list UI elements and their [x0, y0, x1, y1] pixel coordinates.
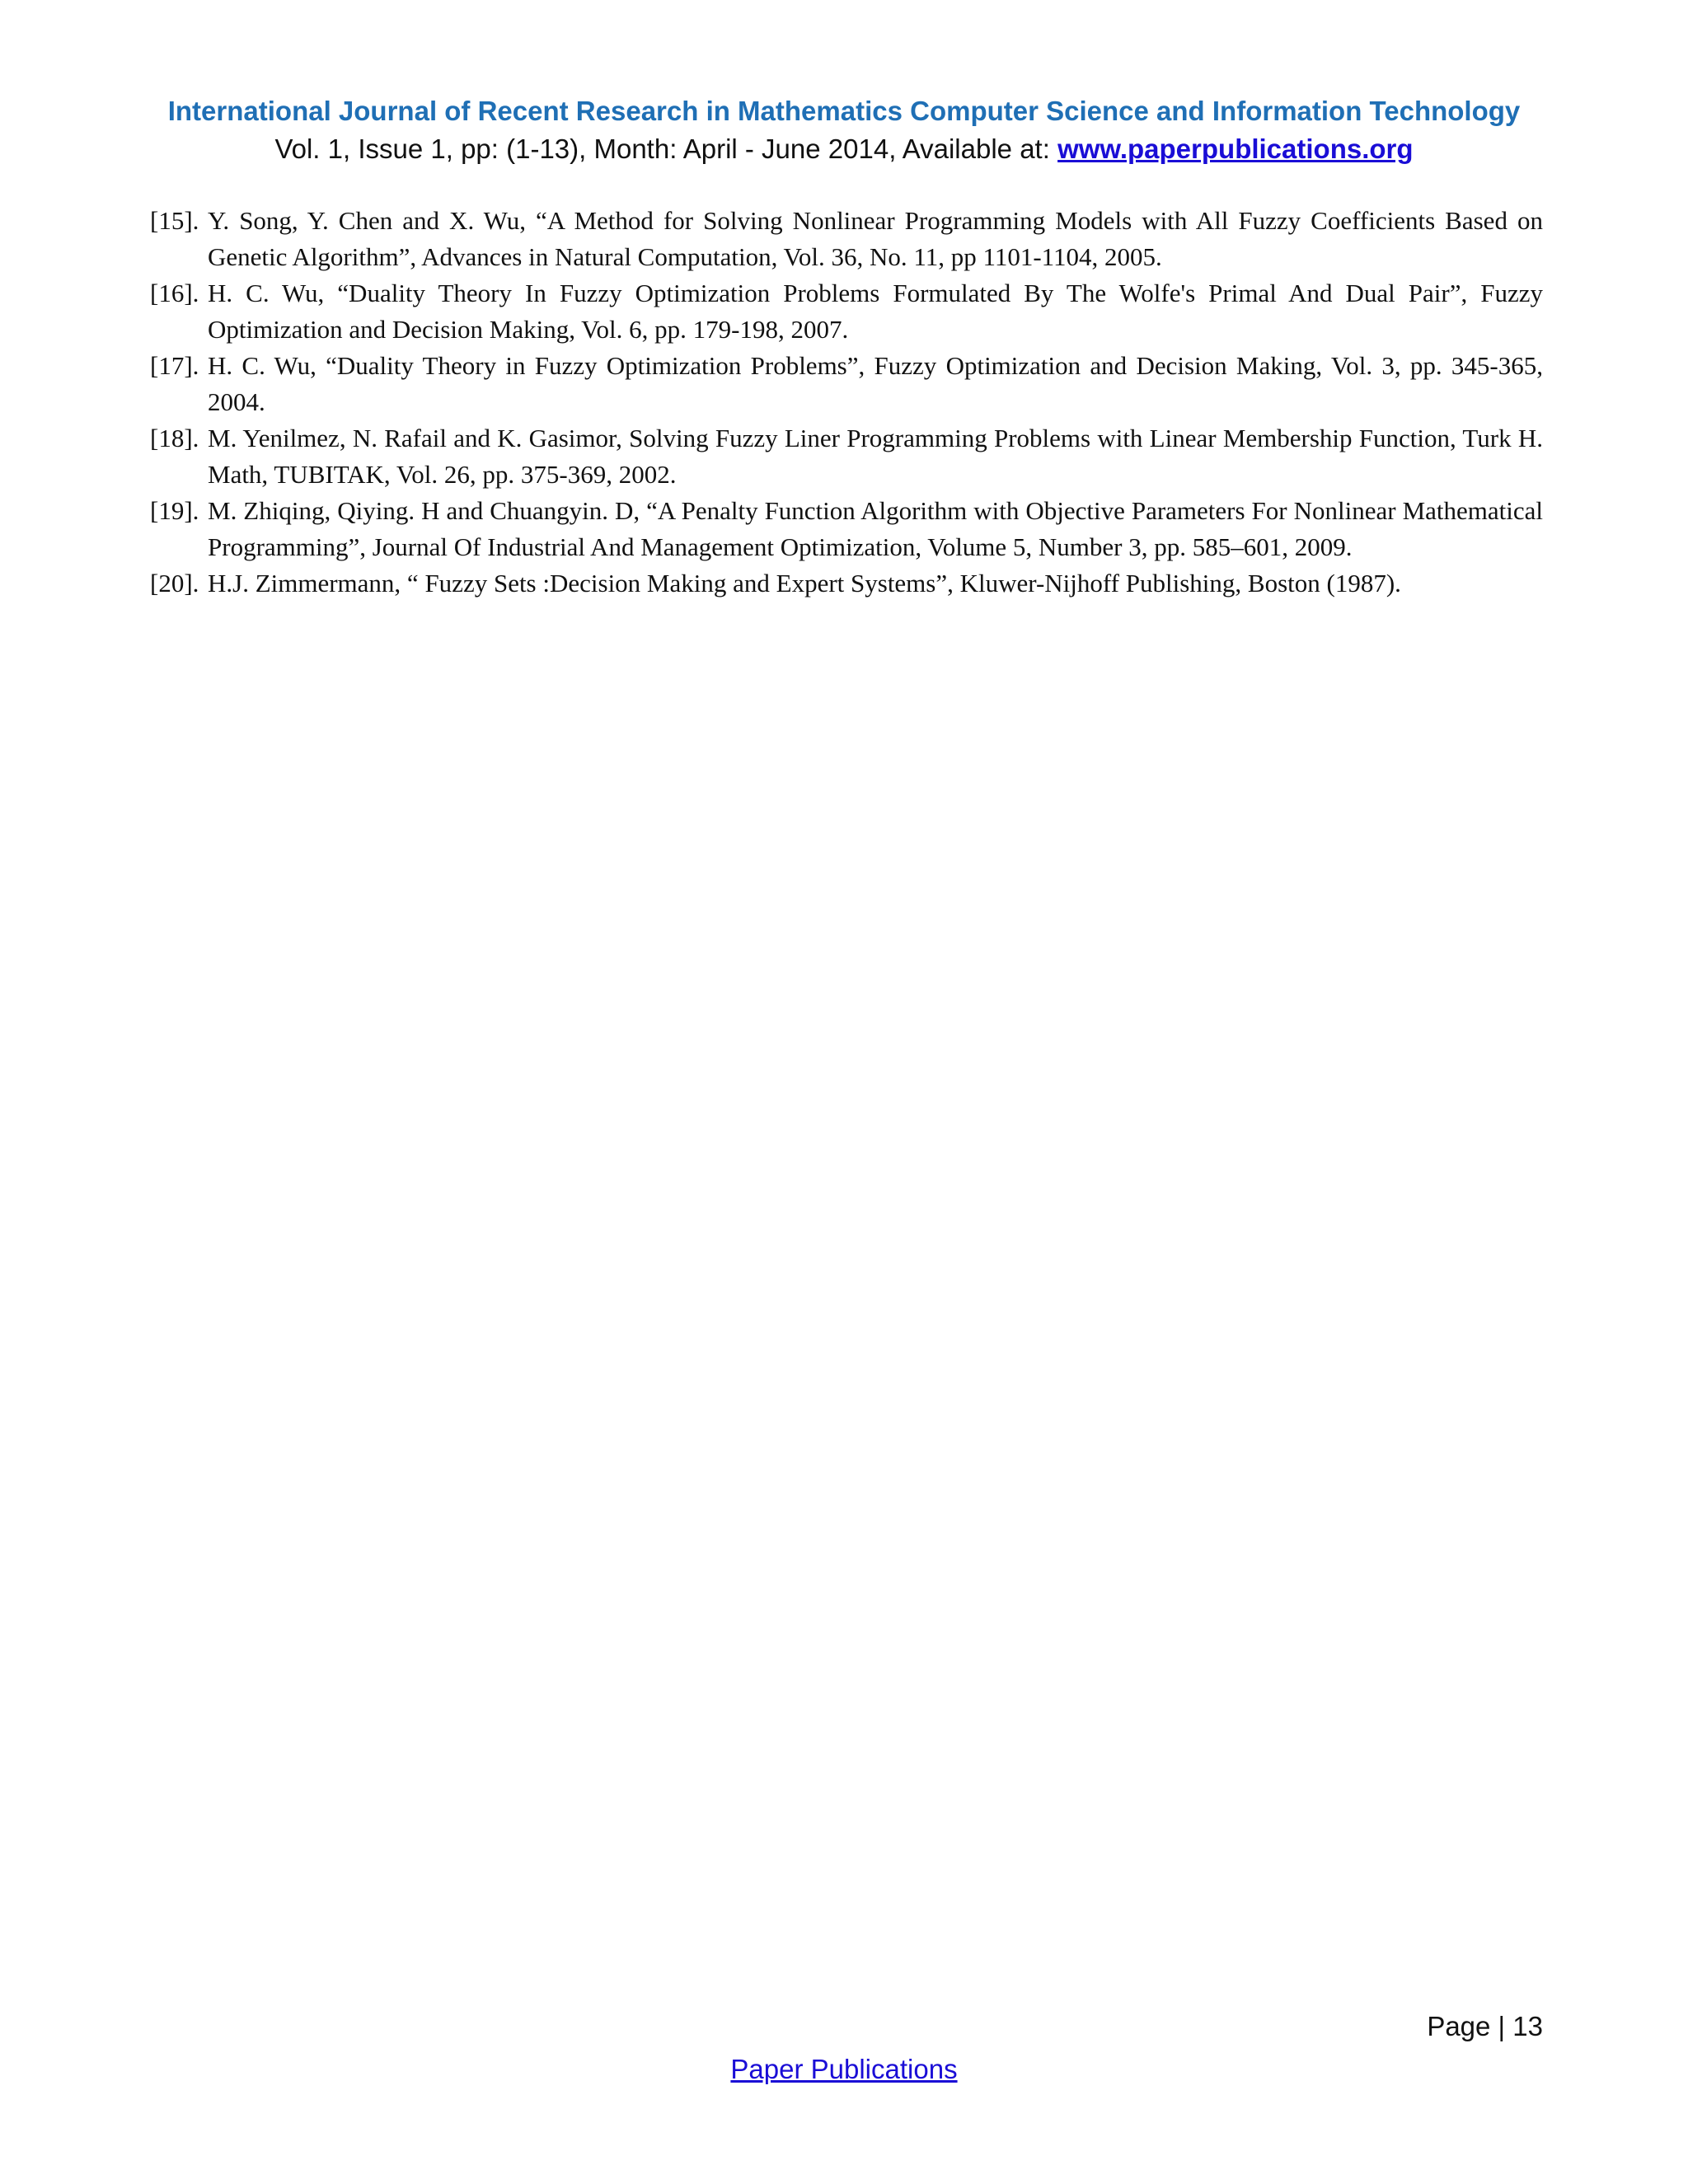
reference-item: [150, 493, 1543, 565]
reference-number: [17].: [150, 351, 199, 380]
reference-item: [150, 420, 1543, 493]
reference-text: H.J. Zimmermann, “ Fuzzy Sets :Decision Making and Expert Systems”, Kluwer-Nijhoff Publishing, Boston (1987).: [208, 569, 1401, 598]
publisher-link[interactable]: Paper Publications: [730, 2054, 958, 2084]
reference-text: M. Yenilmez, N. Rafail and K. Gasimor, Solving Fuzzy Liner Programming Problems with Linear Membership Function, Turk H. Math, TUBITAK, Vol. 26, pp. 375-369, 2002.: [208, 424, 1543, 489]
reference-text: H. C. Wu, “Duality Theory In Fuzzy Optimization Problems Formulated By The Wolfe's Primal And Dual Pair”, Fuzzy Optimization and Decision Making, Vol. 6, pp. 179-198, 2007.: [208, 279, 1543, 344]
reference-number: [19].: [150, 496, 199, 525]
reference-item: [150, 565, 1543, 602]
reference-text: M. Zhiqing, Qiying. H and Chuangyin. D, “A Penalty Function Algorithm with Objective Parameters For Nonlinear Mathematical Programming”, Journal Of Industrial And Management Optimization, Volume 5, Number 3, pp. 585–601, 2009.: [208, 496, 1543, 561]
issue-text: Vol. 1, Issue 1, pp: (1-13), Month: April - June 2014, Available at:: [274, 134, 1058, 164]
reference-number: [18].: [150, 424, 199, 452]
reference-item: [150, 203, 1543, 275]
reference-item: [150, 348, 1543, 420]
reference-number: [15].: [150, 206, 199, 235]
reference-list: [150, 203, 1543, 602]
reference-number: [20].: [150, 569, 199, 598]
reference-text: H. C. Wu, “Duality Theory in Fuzzy Optimization Problems”, Fuzzy Optimization and Decision Making, Vol. 3, pp. 345-365, 2004.: [208, 351, 1543, 416]
page-number: Page | 13: [1427, 2011, 1543, 2041]
footer: [0, 2050, 1688, 2088]
website-link[interactable]: www.paperpublications.org: [1057, 134, 1414, 164]
journal-title: International Journal of Recent Research in Mathematics Computer Science and Information Technology: [167, 96, 1521, 126]
issue-info: [0, 130, 1688, 168]
reference-text: Y. Song, Y. Chen and X. Wu, “A Method for Solving Nonlinear Programming Models with All Fuzzy Coefficients Based on Genetic Algorithm”, Advances in Natural Computation, Vol. 36, No. 11, pp 1101-1104, 2005.: [208, 206, 1543, 271]
journal-header: [0, 92, 1688, 168]
reference-number: [16].: [150, 279, 199, 307]
reference-item: [150, 275, 1543, 348]
